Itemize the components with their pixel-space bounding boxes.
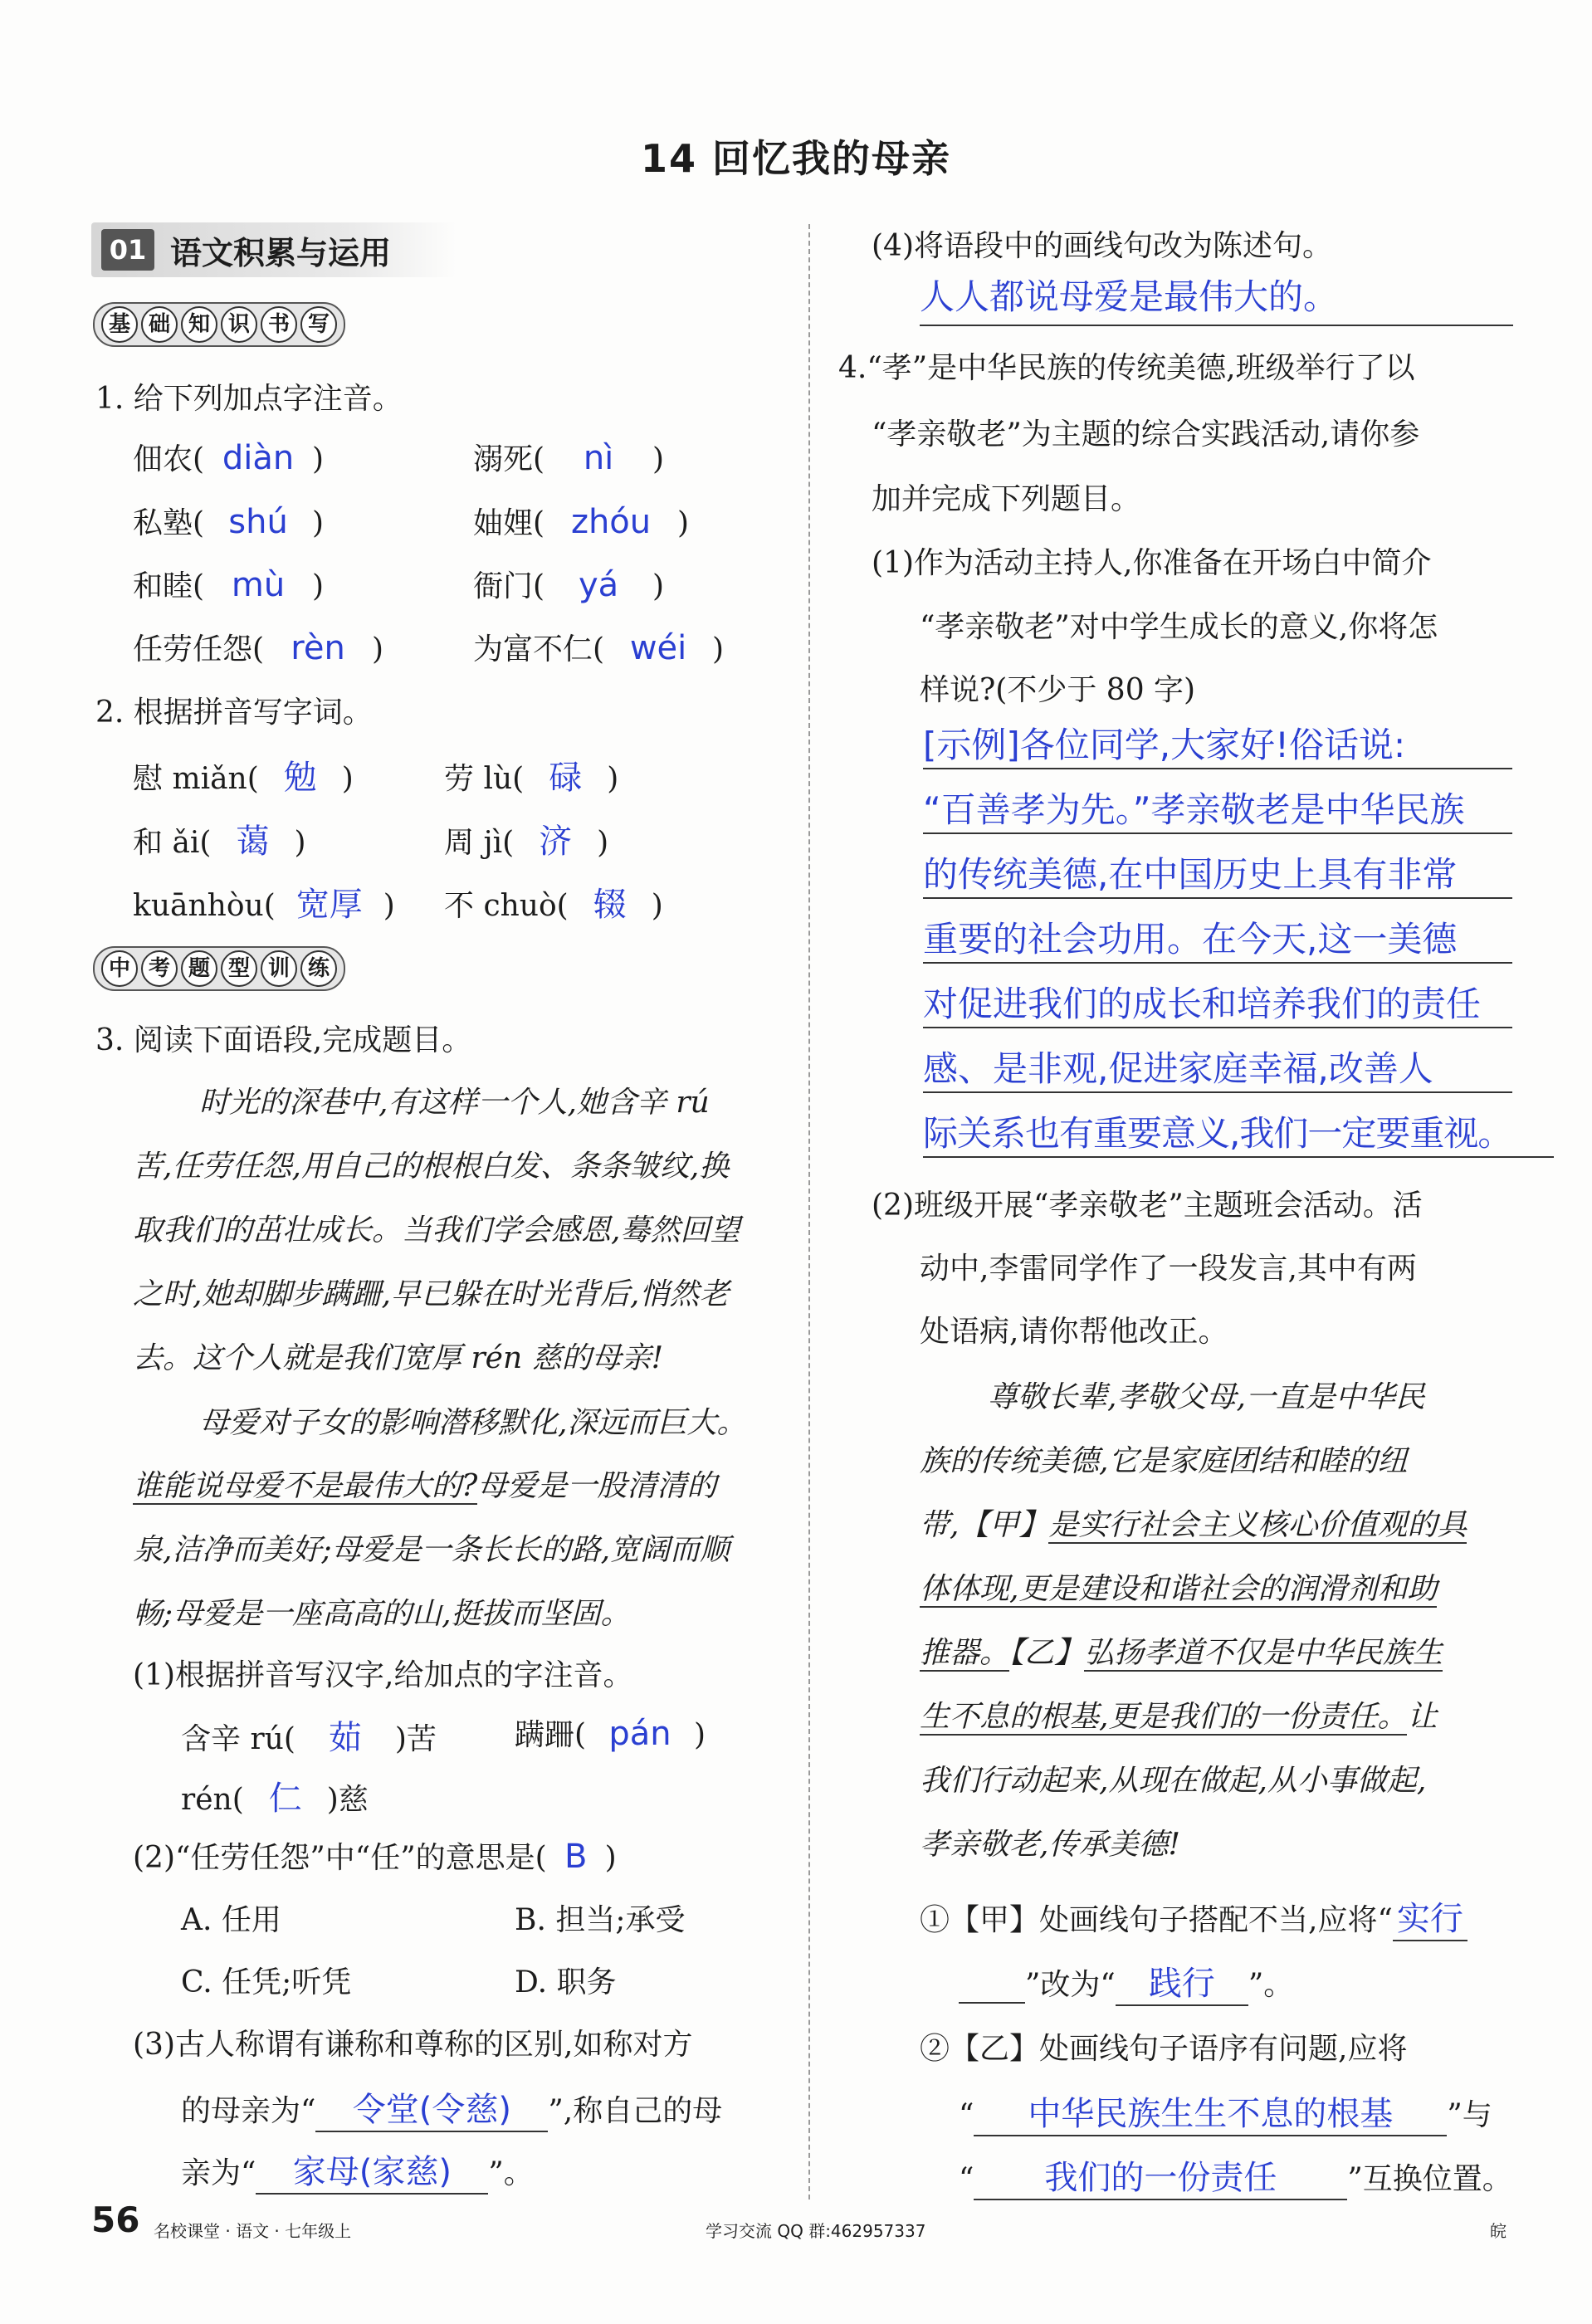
pill-char: 书 <box>261 306 297 343</box>
q1-item: 任劳任怨( rèn ) <box>133 629 384 667</box>
q4-1-line: (1)作为活动主持人,你准备在开场白中简介 <box>872 546 1432 580</box>
passage-line: 苦,任劳任怨,用自己的根根白发、条条皱纹,换 <box>133 1150 730 1184</box>
q1-item: 为富不仁( wéi ) <box>473 629 725 667</box>
q4-2-line: 动中,李雷同学作了一段发言,其中有两 <box>920 1252 1417 1286</box>
page-number: 56 <box>91 2200 140 2240</box>
passage-line: 取我们的茁壮成长。当我们学会感恩,蓦然回望 <box>133 1213 740 1247</box>
pill-char: 基 <box>101 306 138 343</box>
q4-1-answer-line: 对促进我们的成长和培养我们的责任 <box>923 977 1512 1028</box>
speech-line: 族的传统美德,它是家庭团结和睦的纽 <box>920 1444 1408 1478</box>
q3-2-stem: (2)“任劳任怨”中“任”的意思是( B ) <box>133 1838 617 1876</box>
q2-item: 不 chuò( 辍 ) <box>444 886 663 924</box>
q1-item: 衙门( yá ) <box>473 566 665 604</box>
pill-char: 考 <box>141 950 178 987</box>
q4-2-line: (2)班级开展“孝亲敬老”主题班会活动。活 <box>872 1189 1423 1223</box>
q2-item: 和 ǎi( 蔼 ) <box>133 823 306 861</box>
pill-char: 础 <box>141 306 178 343</box>
speech-line: 尊敬长辈,孝敬父母,一直是中华民 <box>988 1380 1425 1414</box>
q4-2-answer-2b: “ 中华民族生生不息的根基 ”与 <box>959 2087 1492 2136</box>
pill-char: 中 <box>101 950 138 987</box>
passage-line: 畅;母爱是一座高高的山,挺拔而坚固。 <box>133 1597 631 1631</box>
pill-char: 知 <box>181 306 217 343</box>
q3-3-line: (3)古人称谓有谦称和尊称的区别,如称对方 <box>133 2028 693 2062</box>
q3-1-item: 蹒跚( pán ) <box>515 1715 706 1753</box>
section-header <box>91 222 457 277</box>
q1-item: 私塾( shú ) <box>133 503 325 541</box>
passage-line: 母爱对子女的影响潜移默化,深远而巨大。 <box>199 1406 747 1440</box>
speech-line: 生不息的根基,更是我们的一份责任。让 <box>920 1700 1438 1734</box>
q4-line: “孝亲敬老”为主题的综合实践活动,请你参 <box>872 417 1420 452</box>
passage-line: 泉,洁净而美好;母爱是一条长长的路,宽阔而顺 <box>133 1533 730 1567</box>
q3-4-answer: 人人都说母爱是最伟大的。 <box>920 270 1513 326</box>
option-b: B. 担当;承受 <box>515 1903 686 1937</box>
option-d: D. 职务 <box>515 1965 617 1999</box>
passage-line: 之时,她却脚步蹒跚,早已躲在时光背后,悄然老 <box>133 1277 730 1311</box>
q1-item: 妯娌( zhóu ) <box>473 503 690 541</box>
q4-line: 加并完成下列题目。 <box>872 482 1141 516</box>
page-title: 14 回忆我的母亲 <box>640 136 952 181</box>
underlined-sentence: 谁能说母爱不是最伟大的? <box>133 1469 478 1503</box>
book-info: 名校课堂 · 语文 · 七年级上 <box>154 2221 352 2241</box>
q4-1-line: “孝亲敬老”对中学生成长的意义,你将怎 <box>920 610 1438 644</box>
q4-1-answer-line: 际关系也有重要意义,我们一定要重视。 <box>923 1106 1554 1158</box>
q4-1-answer-line: [示例]各位同学,大家好!俗话说: <box>923 718 1512 769</box>
q4-1-answer-line: 重要的社会功用。在今天,这一美德 <box>923 912 1512 964</box>
q4-2-answer-1b: ”改为“ 践行 ”。 <box>959 1957 1293 2006</box>
section-number: 01 <box>101 229 154 271</box>
q2-item: 慰 miǎn( 勉 ) <box>133 759 354 797</box>
pill-exam-training <box>93 946 345 991</box>
q4-2-answer-2: ②【乙】处画线句子语序有问题,应将 <box>920 2032 1408 2066</box>
q1-item: 溺死( nì ) <box>473 439 665 477</box>
region-mark: 皖 <box>1490 2221 1507 2241</box>
option-a: A. 任用 <box>181 1903 281 1937</box>
speech-line: 推器。【乙】弘扬孝道不仅是中华民族生 <box>920 1636 1443 1670</box>
pill-char: 型 <box>221 950 257 987</box>
q3-1-item: 含辛 rú( 茹 )苦 <box>181 1719 437 1757</box>
q4-2-answer-2c: “ 我们的一份责任 ”互换位置。 <box>959 2151 1512 2200</box>
q3-1-stem: (1)根据拼音写汉字,给加点的字注音。 <box>133 1658 633 1692</box>
q3-1-item: rén( 仁 )慈 <box>181 1780 369 1818</box>
q2-item: kuānhòu( 宽厚 ) <box>133 886 395 924</box>
section-title: 语文积累与运用 <box>170 235 392 271</box>
option-c: C. 任凭;听凭 <box>181 1965 352 1999</box>
q4-2-answer-1: ①【甲】处画线句子搭配不当,应将“ 实行 <box>920 1892 1467 1941</box>
pill-char: 写 <box>300 306 337 343</box>
q3-3-line: 的母亲为“ 令堂(令慈) ”,称自己的母 <box>181 2083 722 2132</box>
q1-stem: 1. 给下列加点字注音。 <box>95 382 403 416</box>
q2-item: 劳 lù( 碌 ) <box>444 759 619 797</box>
pill-basic-knowledge <box>93 302 345 347</box>
passage-line: 去。这个人就是我们宽厚 rén 慈的母亲! <box>133 1341 664 1375</box>
q3-stem: 3. 阅读下面语段,完成题目。 <box>95 1023 472 1057</box>
passage-line: 谁能说母爱不是最伟大的?母爱是一股清清的 <box>133 1469 717 1503</box>
speech-line: 带,【甲】是实行社会主义核心价值观的具 <box>920 1508 1467 1542</box>
speech-line: 体体现,更是建设和谐社会的润滑剂和助 <box>920 1572 1438 1606</box>
q4-1-answer-line: “百善孝为先。”孝亲敬老是中华民族 <box>923 783 1512 834</box>
q1-item: 和睦( mù ) <box>133 566 325 604</box>
pill-char: 训 <box>261 950 297 987</box>
q3-3-line: 亲为“ 家母(家慈) ”。 <box>181 2146 534 2195</box>
q3-4-stem: (4)将语段中的画线句改为陈述句。 <box>872 229 1332 263</box>
speech-line: 孝亲敬老,传承美德! <box>920 1828 1180 1862</box>
q4-2-line: 处语病,请你帮他改正。 <box>920 1315 1228 1349</box>
pill-char: 识 <box>221 306 257 343</box>
q1-item: 佃农( diàn ) <box>133 439 325 477</box>
qq-group: 学习交流 QQ 群:462957337 <box>706 2221 926 2241</box>
q4-1-answer-line: 的传统美德,在中国历史上具有非常 <box>923 847 1512 899</box>
pill-char: 练 <box>300 950 337 987</box>
pill-char: 题 <box>181 950 217 987</box>
q2-item: 周 jì( 济 ) <box>444 823 609 861</box>
q4-1-line: 样说?(不少于 80 字) <box>920 673 1196 707</box>
passage-line: 时光的深巷中,有这样一个人,她含辛 rú <box>199 1086 710 1120</box>
q4-1-answer-line: 感、是非观,促进家庭幸福,改善人 <box>923 1042 1512 1093</box>
q4-line: 4.“孝”是中华民族的传统美德,班级举行了以 <box>838 351 1415 385</box>
column-divider <box>808 224 810 2200</box>
q2-stem: 2. 根据拼音写字词。 <box>95 696 373 730</box>
speech-line: 我们行动起来,从现在做起,从小事做起, <box>920 1764 1427 1798</box>
